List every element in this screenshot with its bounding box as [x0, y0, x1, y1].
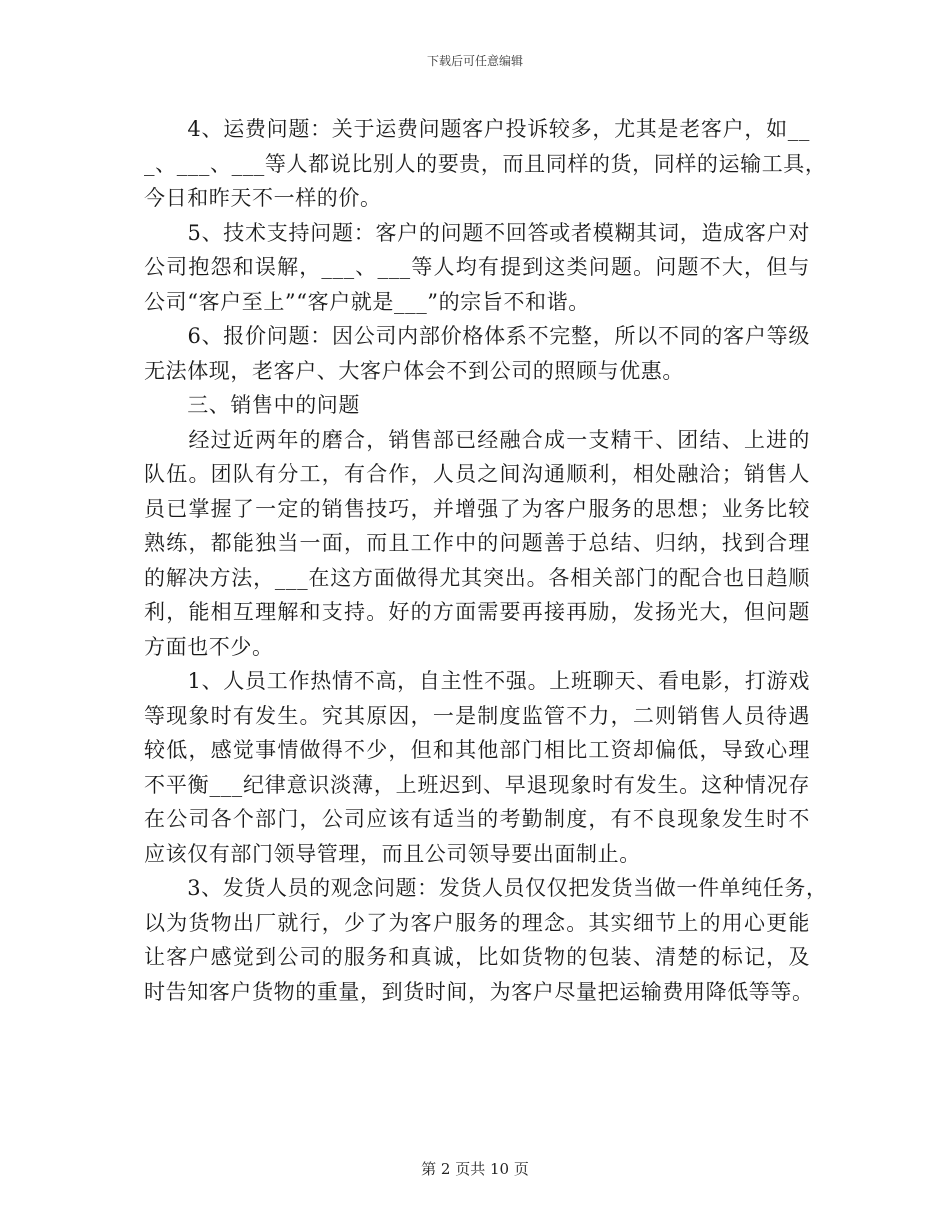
text-line: 今日和昨天不一样的价。 — [144, 186, 382, 210]
text-line: 较低，感觉事情做得不少，但和其他部门相比工资却偏低，导致心理 — [144, 738, 810, 762]
text-line: 经过近两年的磨合，销售部已经融合成一支精干、团结、上进的 — [144, 427, 810, 452]
text-line: 利，能相互理解和支持。好的方面需要再接再励，发扬光大，但问题 — [144, 600, 810, 624]
text-line: 公司抱怨和误解，___、___等人均有提到这类问题。问题不大，但与 — [144, 255, 810, 279]
text-line: 3、发货人员的观念问题：发货人员仅仅把发货当做一件单纯任务， — [144, 876, 828, 900]
text-line: 应该仅有部门领导管理，而且公司领导要出面制止。 — [144, 841, 641, 866]
text-line: 在公司各个部门，公司应该有适当的考勤制度，有不良现象发生时不 — [144, 807, 810, 831]
text-line: _、___、___等人都说比别人的要贵，而且同样的货，同样的运输工具， — [144, 151, 827, 176]
text-line: 等现象时有发生。究其原因，一是制度监管不力，二则销售人员待遇 — [144, 703, 810, 728]
text-line: 5、技术支持问题：客户的问题不回答或者模糊其词，造成客户对 — [144, 220, 810, 245]
text-line: 公司“客户至上”“客户就是___”的宗旨不和谐。 — [144, 289, 590, 314]
text-line: 熟练，都能独当一面，而且工作中的问题善于总结、归纳，找到合理 — [144, 531, 810, 555]
page-footer: 第 2 页共 10 页 — [421, 1160, 529, 1178]
text-line: 6、报价问题：因公司内部价格体系不完整，所以不同的客户等级 — [144, 324, 810, 348]
text-line: 不平衡___纪律意识淡薄，上班迟到、早退现象时有发生。这种情况存 — [144, 772, 810, 797]
document-body — [144, 112, 828, 1009]
text-line: 以为货物出厂就行，少了为客户服务的理念。其实细节上的用心更能 — [144, 910, 810, 935]
text-line: 员已掌握了一定的销售技巧，并增强了为客户服务的思想；业务比较 — [144, 496, 810, 521]
text-line: 队伍。团队有分工，有合作，人员之间沟通顺利，相处融洽；销售人 — [144, 462, 810, 486]
text-line: 的解决方法，___在这方面做得尤其突出。各相关部门的配合也日趋顺 — [144, 565, 810, 590]
text-line: 三、销售中的问题 — [144, 393, 360, 417]
text-line: 4、运费问题：关于运费问题客户投诉较多，尤其是老客户，如__ — [144, 117, 810, 141]
text-line: 无法体现，老客户、大客户体会不到公司的照顾与优惠。 — [144, 358, 684, 383]
text-line: 方面也不少。 — [144, 634, 274, 659]
page-header: 下载后可任意编辑 — [426, 54, 523, 68]
text-line: 让客户感觉到公司的服务和真诚，比如货物的包装、清楚的标记，及 — [144, 945, 810, 969]
text-line: 1、人员工作热情不高，自主性不强。上班聊天、看电影，打游戏 — [144, 669, 810, 693]
text-line: 时告知客户货物的重量，到货时间，为客户尽量把运输费用降低等等。 — [144, 979, 814, 1004]
